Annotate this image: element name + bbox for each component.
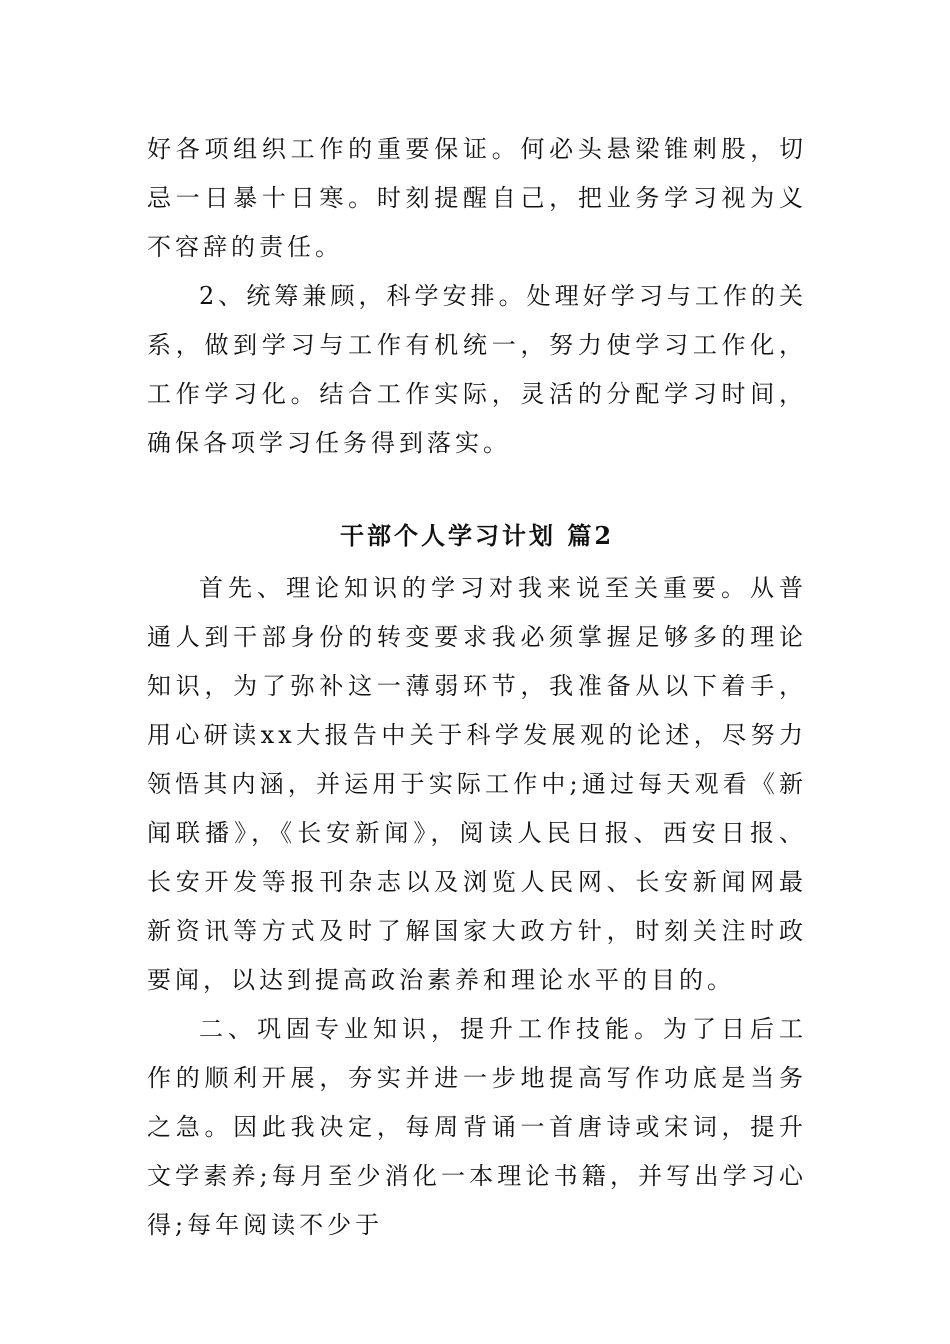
item-2-paragraph: 2、统筹兼顾，科学安排。处理好学习与工作的关系，做到学习与工作有机统一，努力使学习工作化，工作学习化。结合工作实际，灵活的分配学习时间，确保各项学习任务得到落实。 <box>147 282 807 457</box>
section-spacer <box>147 468 807 508</box>
section-heading: 干部个人学习计划 篇2 <box>339 521 615 550</box>
professional-skills-paragraph: 二、巩固专业知识，提升工作技能。为了日后工作的顺利开展，夯实并进一步地提高写作功底是当务之急。因此我决定，每周背诵一首唐诗或宋词，提升文学素养;每月至少消化一本理论书籍，并写出学习心得;每年阅读不少于 <box>147 1015 807 1239</box>
continuation-paragraph: 好各项组织工作的重要保证。何必头悬梁锥刺股，切忌一日暴十日寒。时刻提醒自己，把业务学习视为义不容辞的责任。 <box>147 135 807 261</box>
document-body <box>147 125 807 1250</box>
theory-study-paragraph: 首先、理论知识的学习对我来说至关重要。从普通人到干部身份的转变要求我必须掌握足够多的理论知识，为了弥补这一薄弱环节，我准备从以下着手，用心研读xx大报告中关于科学发展观的论述，尽努力领悟其内涵，并运用于实际工作中;通过每天观看《新闻联播》，《长安新闻》，阅读人民日报、西安日报、长安开发等报刊杂志以及浏览人民网、长安新闻网最新资讯等方式及时了解国家大政方针，时刻关注时政要闻，以达到提高政治素养和理论水平的目的。 <box>147 574 807 994</box>
